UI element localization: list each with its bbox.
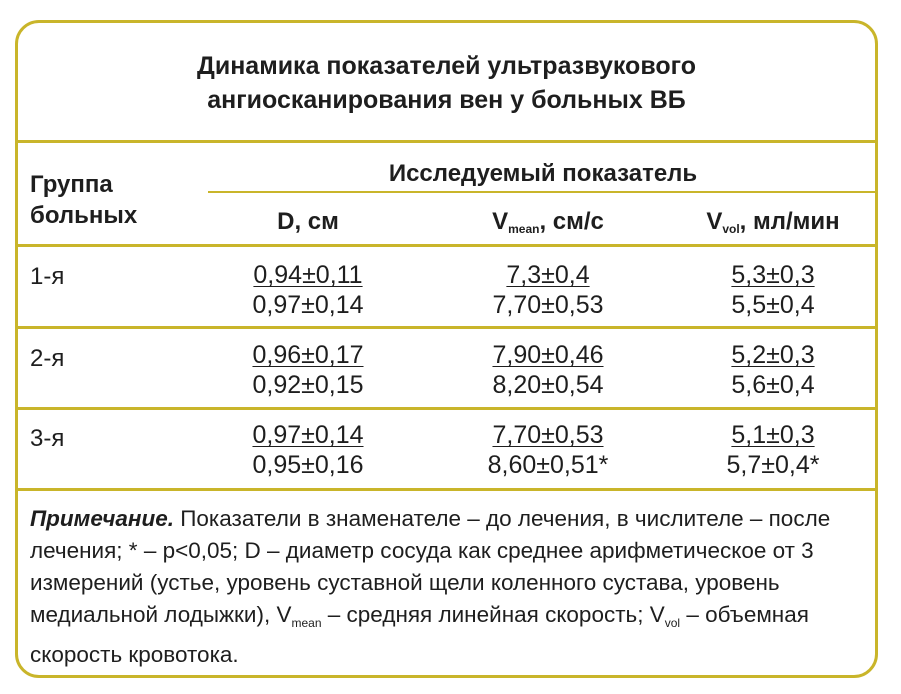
group-header-line-1: Группа <box>30 171 113 198</box>
row-3-d-den: 0,95±0,16 <box>252 451 364 479</box>
row-3-vmean-den: 8,60±0,51* <box>487 451 609 479</box>
row-1-vvol-num: 5,3±0,3 <box>731 261 815 289</box>
row-3-vmean-num: 7,70±0,53 <box>492 421 604 449</box>
row-1-vmean <box>473 260 623 320</box>
table-title <box>18 49 875 117</box>
row-2-vmean-num: 7,90±0,46 <box>492 341 604 369</box>
col-header-vvol <box>678 208 868 236</box>
row-2-vvol <box>708 340 838 400</box>
row-1-d <box>238 260 378 320</box>
row-1-vmean-den: 7,70±0,53 <box>492 291 604 319</box>
row-1-vmean-num: 7,3±0,4 <box>506 261 590 289</box>
group-header-line-2: больных <box>30 202 138 229</box>
col-header-vvol-unit: , мл/мин <box>739 208 840 235</box>
col-header-vvol-sub: vol <box>722 222 740 236</box>
row-1-group: 1-я <box>30 263 65 290</box>
row-3-vvol-den: 5,7±0,4* <box>726 451 820 479</box>
row-1-d-den: 0,97±0,14 <box>252 291 364 319</box>
divider-row-2 <box>18 407 875 410</box>
col-header-vmean <box>448 208 648 236</box>
divider-indicator <box>208 191 878 193</box>
title-line-2: ангиосканирования вен у больных ВБ <box>207 86 686 114</box>
divider-header <box>18 244 875 247</box>
row-3-group: 3-я <box>30 425 65 452</box>
note-sub-1: mean <box>291 616 322 630</box>
row-2-d-num: 0,96±0,17 <box>252 341 364 369</box>
note-text-1: Показатели в знаменателе – до лечения, в числителе – после лечения; * – p<0,05; D – диаметр сосуда как среднее арифметическое от 3 измерений (устье, уровень суставной щели коленного сустава, уровень медиальной лодыжки), V <box>30 506 831 627</box>
col-header-d: D, см <box>277 208 339 235</box>
group-header <box>30 169 137 231</box>
row-3-vvol-num: 5,1±0,3 <box>731 421 815 449</box>
note-label: Примечание. <box>30 506 174 531</box>
row-3-d <box>238 420 378 480</box>
row-3-vvol <box>708 420 838 480</box>
row-3-d-num: 0,97±0,14 <box>252 421 364 449</box>
row-2-vvol-den: 5,6±0,4 <box>731 371 815 399</box>
divider-title <box>18 140 875 143</box>
title-line-1: Динамика показателей ультразвукового <box>197 52 696 80</box>
col-header-vmean-main: V <box>492 208 509 235</box>
row-1-vvol-den: 5,5±0,4 <box>731 291 815 319</box>
row-1-d-num: 0,94±0,11 <box>253 261 363 289</box>
row-2-d <box>238 340 378 400</box>
divider-row-3 <box>18 488 875 491</box>
row-1-vvol <box>708 260 838 320</box>
note-text-3: – объемная скорость кровотока. <box>30 602 809 667</box>
row-3-vmean <box>473 420 623 480</box>
row-2-vvol-num: 5,2±0,3 <box>731 341 815 369</box>
note-sub-2: vol <box>664 616 681 630</box>
table-note <box>30 503 870 671</box>
col-header-vmean-unit: , см/с <box>539 208 604 235</box>
indicator-header: Исследуемый показатель <box>388 160 698 187</box>
col-header-vvol-main: V <box>706 208 723 235</box>
row-2-vmean-den: 8,20±0,54 <box>492 371 604 399</box>
col-header-vmean-sub: mean <box>508 222 540 236</box>
note-text-2: – средняя линейная скорость; V <box>321 602 665 627</box>
divider-row-1 <box>18 326 875 329</box>
row-2-group: 2-я <box>30 345 65 372</box>
row-2-vmean <box>473 340 623 400</box>
row-2-d-den: 0,92±0,15 <box>252 371 364 399</box>
table-frame <box>15 20 878 678</box>
